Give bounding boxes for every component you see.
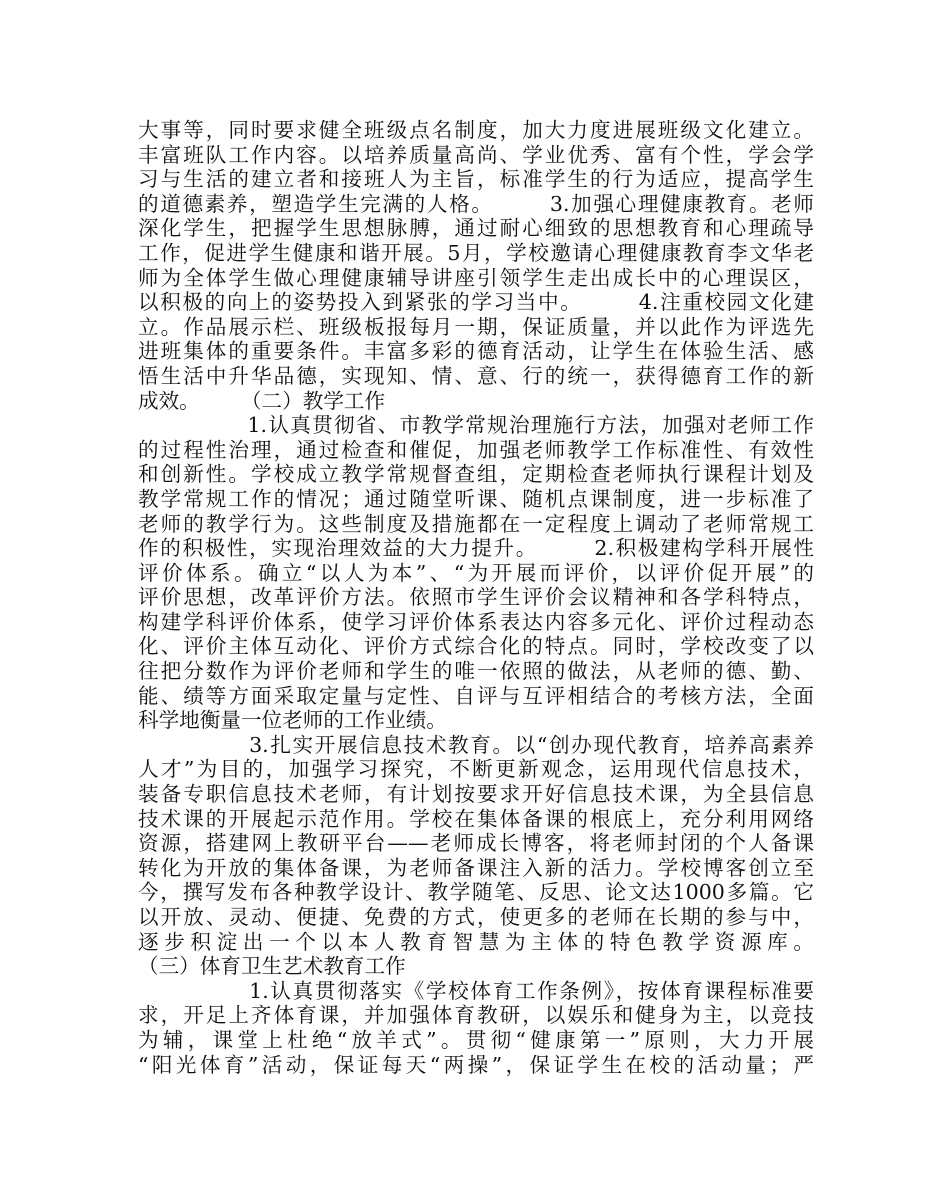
- document-text-line: 化、评价主体互动化、评价方式综合化的特点。同时，学校改变了以: [138, 634, 814, 659]
- document-text-line: （三）体育卫生艺术教育工作: [138, 954, 406, 979]
- document-text-line: 装备专职信息技术老师，有计划按要求开好信息技术课，为全县信息: [138, 782, 814, 807]
- document-text-line: 深化学生，把握学生思想脉膊，通过耐心细致的思想教育和心理疏导: [138, 216, 814, 241]
- document-text-line: 科学地衡量一位老师的工作业绩。: [138, 708, 447, 733]
- document-text-line: “阳光体育”活动，保证每天“两操”，保证学生在校的活动量；严: [138, 1052, 814, 1077]
- document-text-line: 的道德素养，塑造学生完满的人格。 3.加强心理健康教育。老师: [138, 191, 814, 216]
- document-text-line: 能、绩等方面采取定量与定性、自评与互评相结合的考核方法，全面: [138, 683, 814, 708]
- document-text-line: 习与生活的建立者和接班人为主旨，标准学生的行为适应，提高学生: [138, 167, 814, 192]
- document-text-line: 为辅，课堂上杜绝“放羊式”。贯彻“健康第一”原则，大力开展: [138, 1027, 814, 1052]
- document-text-line: 成效。 （二）教学工作: [138, 388, 386, 413]
- document-text-line: 老师的教学行为。这些制度及措施都在一定程度上调动了老师常规工: [138, 511, 814, 536]
- document-text-line: 资源，搭建网上教研平台——老师成长博客，将老师封闭的个人备课: [138, 831, 814, 856]
- document-text-line: 进班集体的重要条件。丰富多彩的德育活动，让学生在体验生活、感: [138, 339, 814, 364]
- document-text-line: 技术课的开展起示范作用。学校在集体备课的根底上，充分利用网络: [138, 806, 814, 831]
- document-text-line: 1.认真贯彻落实《学校体育工作条例》，按体育课程标准要: [138, 978, 814, 1003]
- document-text-line: 评价体系。确立“以人为本”、“为开展而评价，以评价促开展”的: [138, 560, 814, 585]
- document-text-line: 今，撰写发布各种教学设计、教学随笔、反思、论文达1000多篇。它: [138, 880, 814, 905]
- document-text-line: 立。作品展示栏、班级板报每月一期，保证质量，并以此作为评选先: [138, 314, 814, 339]
- document-body-text: [138, 118, 814, 1077]
- document-text-line: 丰富班队工作内容。以培养质量高尚、学业优秀、富有个性，学会学: [138, 142, 814, 167]
- document-text-line: 师为全体学生做心理健康辅导讲座引领学生走出成长中的心理误区，: [138, 265, 814, 290]
- document-text-line: 1.认真贯彻省、市教学常规治理施行方法，加强对老师工作: [138, 413, 814, 438]
- document-text-line: 工作，促进学生健康和谐开展。5月，学校邀请心理健康教育李文华老: [138, 240, 814, 265]
- document-text-line: 构建学科评价体系，使学习评价体系表达内容多元化、评价过程动态: [138, 609, 814, 634]
- document-text-line: 悟生活中升华品德，实现知、情、意、行的统一，获得德育工作的新: [138, 363, 814, 388]
- document-text-line: 3.扎实开展信息技术教育。以“创办现代教育，培养高素养: [138, 732, 814, 757]
- document-text-line: 评价思想，改革评价方法。依照市学生评价会议精神和各学科特点，: [138, 585, 814, 610]
- document-text-line: 求，开足上齐体育课，并加强体育教研，以娱乐和健身为主，以竞技: [138, 1003, 814, 1028]
- document-text-line: 大事等，同时要求健全班级点名制度，加大力度进展班级文化建立。: [138, 118, 814, 142]
- document-text-line: 作的积极性，实现治理效益的大力提升。 2.积极建构学科开展性: [138, 536, 814, 561]
- document-text-line: 以开放、灵动、便捷、免费的方式，使更多的老师在长期的参与中，: [138, 905, 814, 929]
- document-text-line: 的过程性治理，通过检查和催促，加强老师教学工作标准性、有效性: [138, 437, 814, 462]
- document-text-line: 逐步积淀出一个以本人教育智慧为主体的特色教学资源库。: [138, 929, 814, 954]
- document-text-line: 以积极的向上的姿势投入到紧张的学习当中。 4.注重校园文化建: [138, 290, 814, 315]
- document-text-line: 往把分数作为评价老师和学生的唯一依照的做法，从老师的德、勤、: [138, 659, 814, 684]
- document-text-line: 转化为开放的集体备课，为老师备课注入新的活力。学校博客创立至: [138, 855, 814, 880]
- document-text-line: 教学常规工作的情况；通过随堂听课、随机点课制度，进一步标准了: [138, 486, 814, 511]
- document-text-line: 人才”为目的，加强学习探究，不断更新观念，运用现代信息技术，: [138, 757, 814, 782]
- document-text-line: 和创新性。学校成立教学常规督查组，定期检查老师执行课程计划及: [138, 462, 814, 487]
